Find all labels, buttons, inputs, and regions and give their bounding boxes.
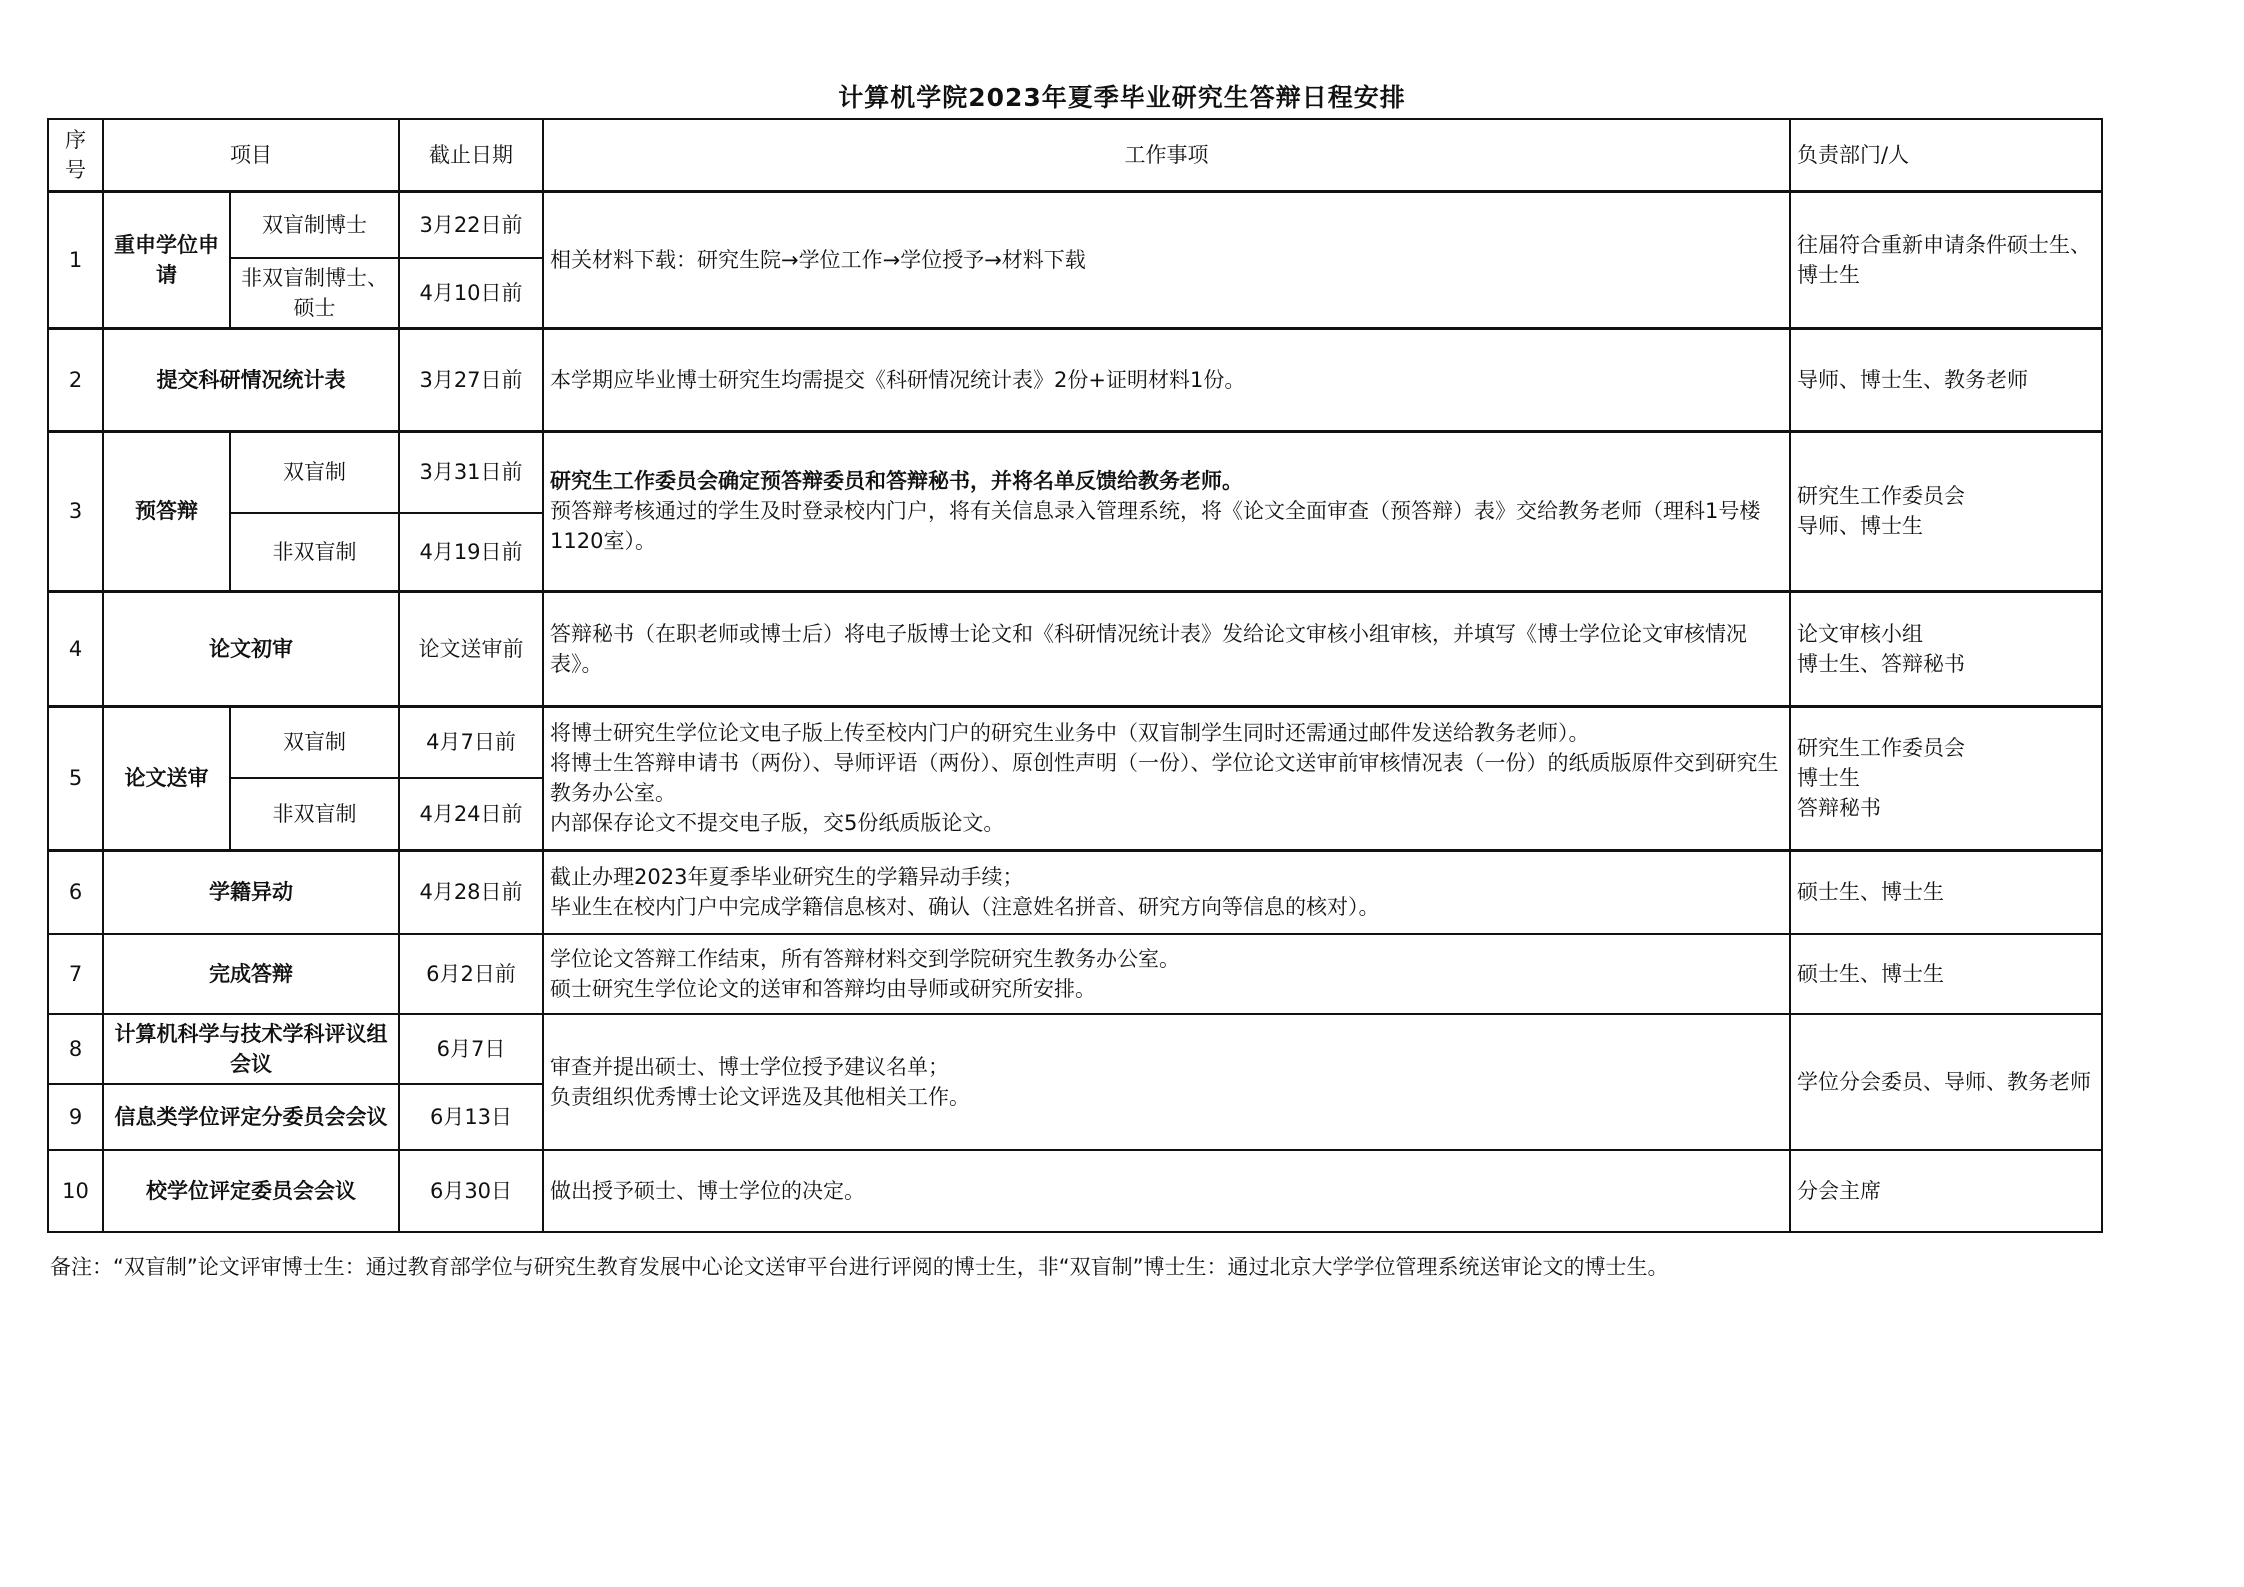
row-number: 8 xyxy=(48,1014,103,1084)
table-row xyxy=(48,328,2102,431)
row-item: 预答辩 xyxy=(103,431,230,591)
row-item: 论文初审 xyxy=(103,591,399,706)
table-row xyxy=(48,431,2102,513)
row-deadline: 4月24日前 xyxy=(399,778,543,850)
row-number: 9 xyxy=(48,1084,103,1150)
row-deadline: 4月28日前 xyxy=(399,850,543,934)
page-title: 计算机学院2023年夏季毕业研究生答辩日程安排 xyxy=(838,83,1406,112)
row-item: 论文送审 xyxy=(103,706,230,850)
row-task: 研究生工作委员会确定预答辩委员和答辩秘书，并将名单反馈给教务老师。 预答辩考核通过的学生及时登录校内门户，将有关信息录入管理系统，将《论文全面审查（预答辩）表》交给教务老师（理科1号楼1120室）。 xyxy=(543,431,1790,591)
row-subitem: 非双盲制 xyxy=(230,778,399,850)
row-number: 3 xyxy=(48,431,103,591)
table-header-row xyxy=(48,119,2102,192)
row-item: 计算机科学与技术学科评议组会议 xyxy=(103,1014,399,1084)
row-deadline: 3月31日前 xyxy=(399,431,543,513)
row-subitem: 双盲制 xyxy=(230,431,399,513)
row-owner: 分会主席 xyxy=(1790,1150,2102,1232)
row-owner: 硕士生、博士生 xyxy=(1790,934,2102,1014)
row-subitem: 非双盲制 xyxy=(230,513,399,591)
row-item: 信息类学位评定分委员会会议 xyxy=(103,1084,399,1150)
table-row xyxy=(48,706,2102,778)
footnote: 备注：“双盲制”论文评审博士生：通过教育部学位与研究生教育发展中心论文送审平台进行评阅的博士生，非“双盲制”博士生：通过北京大学学位管理系统送审论文的博士生。 xyxy=(50,1255,1669,1279)
header-deadline: 截止日期 xyxy=(399,119,543,192)
row-number: 6 xyxy=(48,850,103,934)
header-task: 工作事项 xyxy=(543,119,1790,192)
header-owner: 负责部门/人 xyxy=(1790,119,2102,192)
row-number: 5 xyxy=(48,706,103,850)
row-deadline: 6月2日前 xyxy=(399,934,543,1014)
row-owner: 研究生工作委员会 导师、博士生 xyxy=(1790,431,2102,591)
row-task: 本学期应毕业博士研究生均需提交《科研情况统计表》2份+证明材料1份。 xyxy=(543,328,1790,431)
row-subitem: 双盲制 xyxy=(230,706,399,778)
row-number: 1 xyxy=(48,192,103,329)
schedule-table xyxy=(47,118,2103,1233)
row-owner: 硕士生、博士生 xyxy=(1790,850,2102,934)
header-no: 序号 xyxy=(48,119,103,192)
row-owner: 研究生工作委员会 博士生 答辩秘书 xyxy=(1790,706,2102,850)
row-deadline: 4月10日前 xyxy=(399,258,543,329)
row-item: 校学位评定委员会会议 xyxy=(103,1150,399,1232)
row-deadline: 6月13日 xyxy=(399,1084,543,1150)
row-task: 做出授予硕士、博士学位的决定。 xyxy=(543,1150,1790,1232)
row-item: 学籍异动 xyxy=(103,850,399,934)
row-number: 2 xyxy=(48,328,103,431)
table-row xyxy=(48,850,2102,934)
row-task: 学位论文答辩工作结束，所有答辩材料交到学院研究生教务办公室。 硕士研究生学位论文的送审和答辩均由导师或研究所安排。 xyxy=(543,934,1790,1014)
row-subitem: 非双盲制博士、硕士 xyxy=(230,258,399,329)
header-item: 项目 xyxy=(103,119,399,192)
row-owner: 往届符合重新申请条件硕士生、博士生 xyxy=(1790,192,2102,329)
row-item: 重申学位申请 xyxy=(103,192,230,329)
row-item: 提交科研情况统计表 xyxy=(103,328,399,431)
table-row xyxy=(48,934,2102,1014)
row-number: 10 xyxy=(48,1150,103,1232)
row-deadline: 4月7日前 xyxy=(399,706,543,778)
row-task: 答辩秘书（在职老师或博士后）将电子版博士论文和《科研情况统计表》发给论文审核小组审核，并填写《博士学位论文审核情况表》。 xyxy=(543,591,1790,706)
table-row xyxy=(48,1150,2102,1232)
row-task: 将博士研究生学位论文电子版上传至校内门户的研究生业务中（双盲制学生同时还需通过邮件发送给教务老师）。 将博士生答辩申请书（两份）、导师评语（两份）、原创性声明（一份）、学位论文送审前审核情况表（一份）的纸质版原件交到研究生教务办公室。 内部保存论文不提交电子版，交5份纸质版论文。 xyxy=(543,706,1790,850)
table-row xyxy=(48,192,2102,258)
row-deadline: 论文送审前 xyxy=(399,591,543,706)
row-number: 7 xyxy=(48,934,103,1014)
row-owner: 导师、博士生、教务老师 xyxy=(1790,328,2102,431)
row-item: 完成答辩 xyxy=(103,934,399,1014)
row-owner: 学位分会委员、导师、教务老师 xyxy=(1790,1014,2102,1150)
row-deadline: 3月22日前 xyxy=(399,192,543,258)
row-deadline: 3月27日前 xyxy=(399,328,543,431)
row-deadline: 4月19日前 xyxy=(399,513,543,591)
row-task: 审查并提出硕士、博士学位授予建议名单； 负责组织优秀博士论文评选及其他相关工作。 xyxy=(543,1014,1790,1150)
table-row xyxy=(48,1014,2102,1084)
row-owner: 论文审核小组 博士生、答辩秘书 xyxy=(1790,591,2102,706)
row-task: 相关材料下载：研究生院→学位工作→学位授予→材料下载 xyxy=(543,192,1790,329)
row-number: 4 xyxy=(48,591,103,706)
row-subitem: 双盲制博士 xyxy=(230,192,399,258)
row-task: 截止办理2023年夏季毕业研究生的学籍异动手续； 毕业生在校内门户中完成学籍信息核对、确认（注意姓名拼音、研究方向等信息的核对）。 xyxy=(543,850,1790,934)
row-deadline: 6月30日 xyxy=(399,1150,543,1232)
table-row xyxy=(48,591,2102,706)
row-deadline: 6月7日 xyxy=(399,1014,543,1084)
